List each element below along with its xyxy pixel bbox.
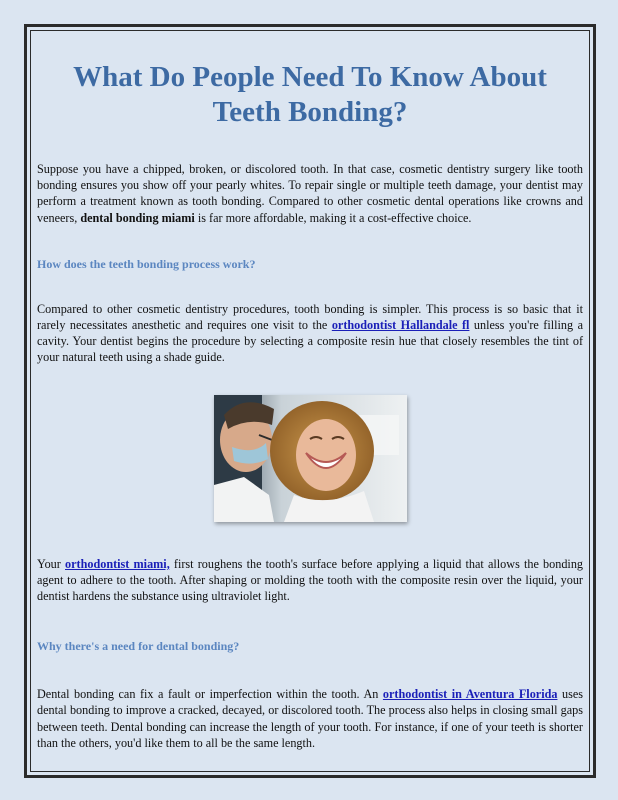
link-orthodontist-aventura[interactable]: orthodontist in Aventura Florida	[382, 687, 558, 702]
link-orthodontist-hallandale[interactable]: orthodontist Hallandale fl	[331, 318, 470, 333]
process-text-2: unless you're filling a cavity. Your dentist begins the procedure by selecting a composite resin hue that closely resembles the tint of your natural teeth using a shade guide.	[37, 318, 583, 365]
process-text-1: Compared to other cosmetic dentistry procedures, tooth bonding is simpler. This process is so basic that it rarely necessitates anesthetic and requires one visit to the	[37, 301, 583, 333]
section-heading-process: How does the teeth bonding process work?	[37, 256, 256, 271]
procedure-paragraph	[37, 556, 583, 605]
intro-bold-keyword: dental bonding miami	[80, 210, 195, 225]
section-heading-need: Why there's a need for dental bonding?	[37, 639, 240, 654]
dental-patient-photo	[214, 395, 407, 522]
procedure-text-2: first roughens the tooth's surface before applying a liquid that allows the bonding agent to adhere to the tooth. After shaping or molding the tooth with the composite resin over the liquid, your dentist hardens the substance using ultraviolet light.	[37, 556, 584, 604]
need-text-2: uses dental bonding to improve a cracked, decayed, or discolored tooth. The process also helps in closing small gaps between teeth. Dental bonding can increase the length of your tooth. For instance, if one of your teeth is shorter than the others, you'd like them to all be the same length.	[37, 687, 583, 750]
need-paragraph	[37, 686, 583, 751]
intro-paragraph	[37, 161, 583, 226]
process-paragraph	[37, 301, 583, 366]
intro-text-1: Suppose you have a chipped, broken, or discolored tooth. In that case, cosmetic dentistry surgery like tooth bonding ensures you show off your pearly whites. To repair single or multiple teeth damage, your dentist may perform a treatment known as tooth bonding. Compared to other cosmetic dental operations like crowns and veneers,	[37, 162, 583, 225]
procedure-text-1: Your	[37, 556, 66, 571]
link-orthodontist-miami[interactable]: orthodontist miami,	[65, 556, 170, 571]
page-border	[24, 24, 596, 778]
page-title: What Do People Need To Know About Teeth Bonding?	[73, 61, 547, 128]
document-body	[37, 60, 583, 751]
intro-text-2: is far more affordable, making it a cost-effective choice.	[194, 210, 472, 225]
need-text-1: Dental bonding can fix a fault or imperfection within the tooth. An	[37, 687, 383, 702]
